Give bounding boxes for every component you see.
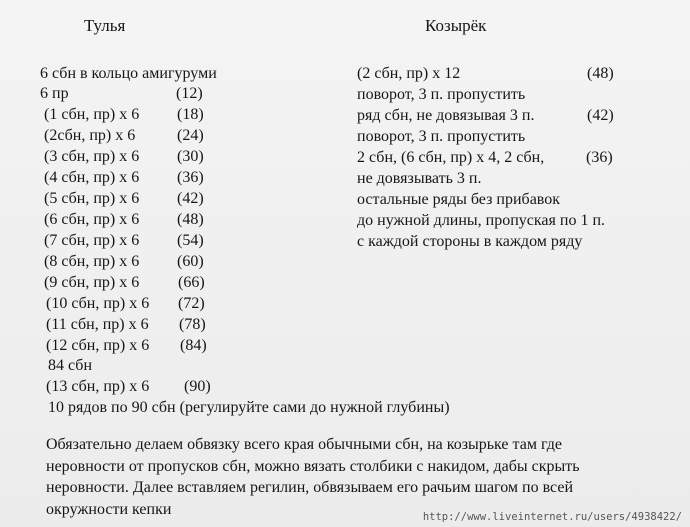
tulya-intro: 6 сбн в кольцо амигуруми [40,65,217,82]
tulya-row-count: (60) [177,253,204,270]
tulya-row-text: (12 сбн, пр) х 6 [46,337,150,354]
tulya-row-text: (9 сбн, пр) х 6 [44,274,140,291]
kozyrek-heading: Козырёк [425,16,487,35]
kozyrek-line: остальные ряды без прибавок [357,191,561,208]
finishing-note [46,434,686,520]
tulya-last-row-text: (13 сбн, пр) х 6 [46,378,150,395]
tulya-row-text: (5 сбн, пр) х 6 [44,190,140,207]
kozyrek-line: (2 сбн, пр) х 12 [357,65,461,82]
tulya-row-count: (72) [178,295,205,312]
tulya-row-text: (6 сбн, пр) х 6 [44,211,140,228]
kozyrek-line: поворот, 3 п. пропустить [357,86,526,103]
tulya-heading: Тулья [84,16,126,35]
tulya-row-count: (30) [177,148,204,165]
tulya-row-text: (10 сбн, пр) х 6 [46,295,150,312]
tulya-row-text: (3 сбн, пр) х 6 [44,148,140,165]
tulya-row-text: (11 сбн, пр) х 6 [46,316,149,333]
kozyrek-line: до нужной длины, пропуская по 1 п. [357,212,606,229]
tulya-row-text: 6 пр [40,85,69,102]
tulya-row-text: (2сбн, пр) х 6 [44,127,136,144]
tulya-last-row-count: (90) [184,378,211,395]
kozyrek-line: с каждой стороны в каждом ряду [357,233,583,250]
finishing-note-line: неровности. Далее вставляем регилин, обвязываем его рачьим шагом по всей [46,479,574,496]
tulya-row-count: (24) [177,127,204,144]
tulya-row-count: (84) [180,337,207,354]
kozyrek-line: поворот, 3 п. пропустить [357,128,526,145]
source-watermark: http://www.liveinternet.ru/users/4938422/ [422,511,682,523]
kozyrek-line-count: (36) [586,149,613,166]
tulya-row-count: (48) [177,211,204,228]
finishing-note-line: окружности кепки [46,500,172,518]
kozyrek-line-count: (48) [587,65,614,82]
tulya-row-text: (4 сбн, пр) х 6 [44,169,140,186]
kozyrek-line: 2 сбн, (6 сбн, пр) х 4, 2 сбн, [357,149,545,166]
tulya-row-count: (12) [176,85,203,102]
tulya-row-count: (78) [179,316,206,333]
kozyrek-line: ряд сбн, не довязывая 3 п. [357,107,535,124]
tulya-row-text: (8 сбн, пр) х 6 [44,253,140,270]
finishing-note-line: Обязательно делаем обвязку всего края обычными сбн, на козырьке там где [46,436,562,453]
finishing-note-line: неровности от пропусков сбн, можно вязать столбики с накидом, дабы скрыть [46,457,580,475]
tulya-row-text: (1 сбн, пр) х 6 [44,106,140,123]
tulya-summary: 10 рядов по 90 сбн (регулируйте сами до нужной глубины) [48,399,450,416]
tulya-row-count: (54) [177,232,204,249]
tulya-row-count: (66) [178,274,205,291]
tulya-plain-row: 84 сбн [48,357,92,374]
kozyrek-line-count: (42) [587,107,614,124]
tulya-row-count: (18) [177,106,204,123]
tulya-row-count: (42) [177,190,204,207]
tulya-row-count: (36) [177,169,204,186]
kozyrek-line: не довязывать 3 п. [357,170,482,187]
tulya-row-text: (7 сбн, пр) х 6 [44,232,140,249]
